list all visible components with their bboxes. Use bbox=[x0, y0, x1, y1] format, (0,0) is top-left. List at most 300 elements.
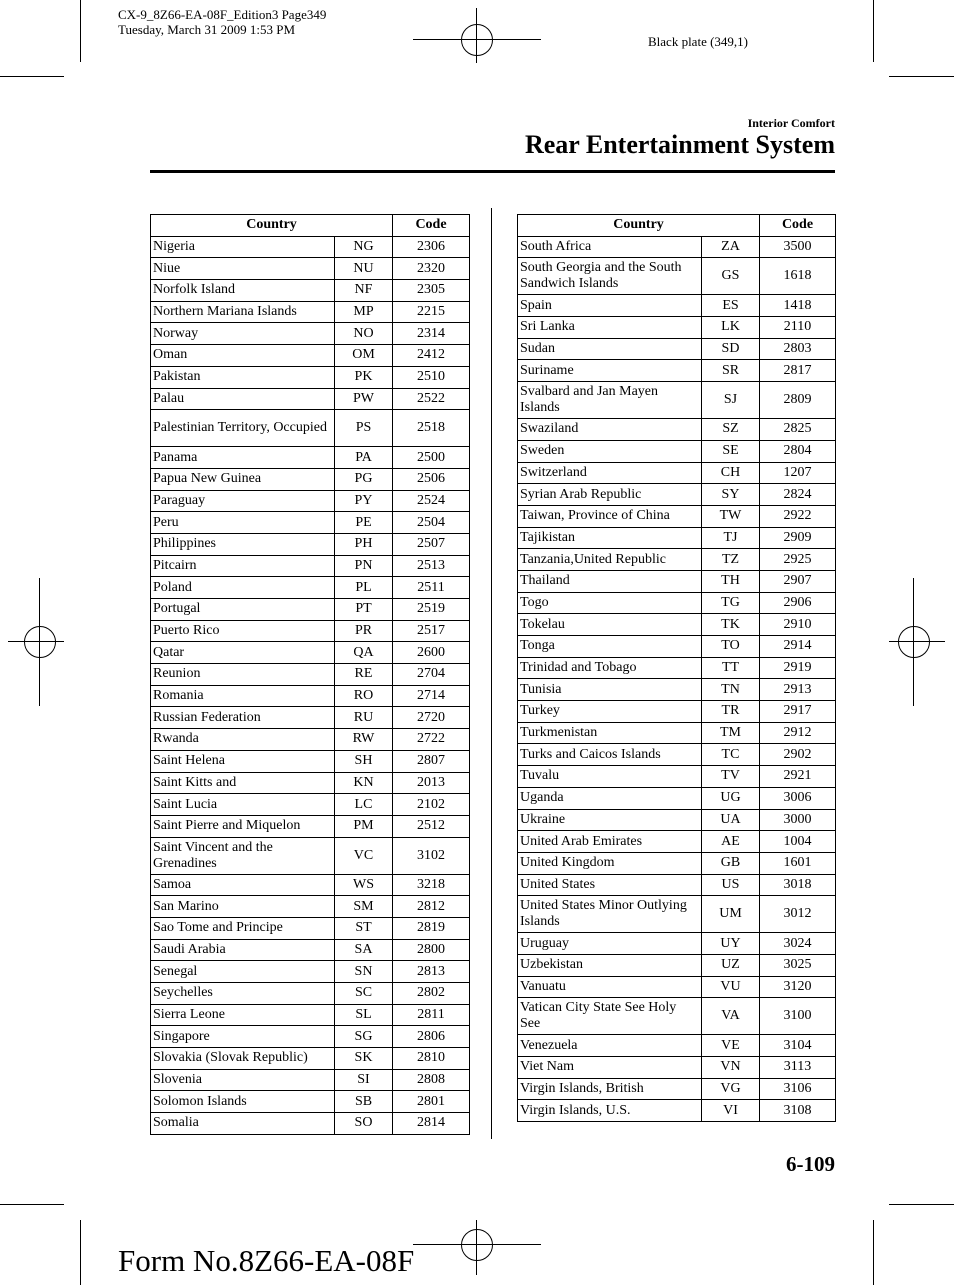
table-row bbox=[151, 772, 470, 794]
country-name: Virgin Islands, U.S. bbox=[518, 1100, 702, 1122]
country-abbrev: UZ bbox=[702, 954, 760, 976]
country-name: Nigeria bbox=[151, 236, 335, 258]
country-code: 2803 bbox=[760, 338, 836, 360]
country-code: 2912 bbox=[760, 722, 836, 744]
country-abbrev: VC bbox=[335, 837, 393, 874]
country-name: Slovakia (Slovak Republic) bbox=[151, 1048, 335, 1070]
country-name: Switzerland bbox=[518, 462, 702, 484]
country-name: United States bbox=[518, 874, 702, 896]
table-row bbox=[518, 831, 836, 853]
table-row bbox=[151, 1004, 470, 1026]
table-row bbox=[151, 345, 470, 367]
country-abbrev: TR bbox=[702, 701, 760, 723]
table-row bbox=[518, 382, 836, 419]
table-row bbox=[518, 874, 836, 896]
country-abbrev: VU bbox=[702, 976, 760, 998]
country-code: 1601 bbox=[760, 852, 836, 874]
country-name: Taiwan, Province of China bbox=[518, 505, 702, 527]
country-name: Virgin Islands, British bbox=[518, 1078, 702, 1100]
country-abbrev: TH bbox=[702, 570, 760, 592]
country-code: 3102 bbox=[393, 837, 470, 874]
table-row bbox=[518, 484, 836, 506]
country-code: 2807 bbox=[393, 750, 470, 772]
country-name: Saint Pierre and Miquelon bbox=[151, 815, 335, 837]
code-header: Code bbox=[393, 215, 470, 237]
country-name: Swaziland bbox=[518, 419, 702, 441]
table-row bbox=[151, 664, 470, 686]
table-header-row bbox=[151, 215, 470, 237]
country-abbrev: SI bbox=[335, 1069, 393, 1091]
country-abbrev: TM bbox=[702, 722, 760, 744]
country-code: 2907 bbox=[760, 570, 836, 592]
country-abbrev: NO bbox=[335, 323, 393, 345]
table-row bbox=[151, 707, 470, 729]
country-code: 2806 bbox=[393, 1026, 470, 1048]
country-code: 1418 bbox=[760, 295, 836, 317]
country-abbrev: PY bbox=[335, 490, 393, 512]
country-name: Senegal bbox=[151, 961, 335, 983]
country-code: 3100 bbox=[760, 998, 836, 1035]
table-row bbox=[151, 323, 470, 345]
table-row bbox=[518, 549, 836, 571]
country-code: 2819 bbox=[393, 917, 470, 939]
country-code: 2518 bbox=[393, 410, 470, 447]
country-abbrev: PM bbox=[335, 815, 393, 837]
country-code: 2722 bbox=[393, 729, 470, 751]
table-row bbox=[151, 577, 470, 599]
table-row bbox=[151, 1048, 470, 1070]
country-name: Suriname bbox=[518, 360, 702, 382]
country-abbrev: SD bbox=[702, 338, 760, 360]
table-row bbox=[518, 896, 836, 933]
table-row bbox=[518, 809, 836, 831]
table-row bbox=[151, 388, 470, 410]
country-abbrev: TG bbox=[702, 592, 760, 614]
country-code: 2320 bbox=[393, 258, 470, 280]
country-name: Vanuatu bbox=[518, 976, 702, 998]
country-name: Reunion bbox=[151, 664, 335, 686]
table-row bbox=[518, 998, 836, 1035]
table-row bbox=[151, 750, 470, 772]
table-row bbox=[518, 722, 836, 744]
country-code: 2517 bbox=[393, 620, 470, 642]
code-header: Code bbox=[760, 215, 836, 237]
country-name: Sierra Leone bbox=[151, 1004, 335, 1026]
country-abbrev: PE bbox=[335, 512, 393, 534]
country-name: Portugal bbox=[151, 599, 335, 621]
table-row bbox=[151, 555, 470, 577]
country-code: 2513 bbox=[393, 555, 470, 577]
table-row bbox=[151, 468, 470, 490]
table-row bbox=[151, 533, 470, 555]
country-name: Venezuela bbox=[518, 1035, 702, 1057]
table-row bbox=[518, 338, 836, 360]
country-code: 2802 bbox=[393, 983, 470, 1005]
country-name: Niue bbox=[151, 258, 335, 280]
country-abbrev: RO bbox=[335, 685, 393, 707]
country-abbrev: TT bbox=[702, 657, 760, 679]
country-code: 2914 bbox=[760, 636, 836, 658]
country-abbrev: SN bbox=[335, 961, 393, 983]
country-code: 3106 bbox=[760, 1078, 836, 1100]
table-row bbox=[518, 360, 836, 382]
table-row bbox=[151, 961, 470, 983]
country-code: 2510 bbox=[393, 366, 470, 388]
country-code: 2102 bbox=[393, 794, 470, 816]
table-row bbox=[518, 505, 836, 527]
country-name: Samoa bbox=[151, 874, 335, 896]
country-abbrev: UM bbox=[702, 896, 760, 933]
table-row bbox=[151, 1091, 470, 1113]
country-name: United States Minor Outlying Islands bbox=[518, 896, 702, 933]
country-name: Turkmenistan bbox=[518, 722, 702, 744]
country-name: Sweden bbox=[518, 440, 702, 462]
country-name: Slovenia bbox=[151, 1069, 335, 1091]
country-abbrev: TK bbox=[702, 614, 760, 636]
country-code: 2814 bbox=[393, 1113, 470, 1135]
table-row bbox=[151, 642, 470, 664]
country-name: Palestinian Territory, Occupied bbox=[151, 410, 335, 447]
country-name: Paraguay bbox=[151, 490, 335, 512]
country-abbrev: OM bbox=[335, 345, 393, 367]
country-name: Singapore bbox=[151, 1026, 335, 1048]
table-row bbox=[518, 766, 836, 788]
table-row bbox=[151, 366, 470, 388]
country-name: Uzbekistan bbox=[518, 954, 702, 976]
country-name: Syrian Arab Republic bbox=[518, 484, 702, 506]
country-code: 3024 bbox=[760, 933, 836, 955]
country-abbrev: SC bbox=[335, 983, 393, 1005]
country-name: United Kingdom bbox=[518, 852, 702, 874]
country-code: 3018 bbox=[760, 874, 836, 896]
country-abbrev: VG bbox=[702, 1078, 760, 1100]
title-rule bbox=[150, 170, 835, 173]
country-code: 2824 bbox=[760, 484, 836, 506]
table-row bbox=[518, 614, 836, 636]
country-code: 2906 bbox=[760, 592, 836, 614]
country-abbrev: ZA bbox=[702, 236, 760, 258]
country-abbrev: NF bbox=[335, 280, 393, 302]
country-code: 2909 bbox=[760, 527, 836, 549]
country-header: Country bbox=[151, 215, 393, 237]
country-abbrev: QA bbox=[335, 642, 393, 664]
country-name: Seychelles bbox=[151, 983, 335, 1005]
form-number: Form No.8Z66-EA-08F bbox=[118, 1243, 415, 1278]
country-code: 2801 bbox=[393, 1091, 470, 1113]
country-name: Palau bbox=[151, 388, 335, 410]
table-row bbox=[518, 419, 836, 441]
print-header-line2: Tuesday, March 31 2009 1:53 PM bbox=[118, 22, 296, 37]
table-row bbox=[151, 280, 470, 302]
country-code: 2314 bbox=[393, 323, 470, 345]
country-code: 2925 bbox=[760, 549, 836, 571]
country-name: Turks and Caicos Islands bbox=[518, 744, 702, 766]
country-code: 2504 bbox=[393, 512, 470, 534]
print-header bbox=[118, 7, 326, 37]
country-abbrev: PA bbox=[335, 447, 393, 469]
table-row bbox=[151, 620, 470, 642]
table-row bbox=[151, 490, 470, 512]
country-abbrev: SK bbox=[335, 1048, 393, 1070]
table-row bbox=[518, 440, 836, 462]
country-code: 3218 bbox=[393, 874, 470, 896]
table-row bbox=[151, 410, 470, 447]
country-name: Turkey bbox=[518, 701, 702, 723]
print-header-line1: CX-9_8Z66-EA-08F_Edition3 Page349 bbox=[118, 7, 327, 22]
country-abbrev: TO bbox=[702, 636, 760, 658]
table-row bbox=[518, 701, 836, 723]
country-code: 3108 bbox=[760, 1100, 836, 1122]
country-code: 2600 bbox=[393, 642, 470, 664]
country-abbrev: ES bbox=[702, 295, 760, 317]
country-code: 2412 bbox=[393, 345, 470, 367]
country-abbrev: VI bbox=[702, 1100, 760, 1122]
table-row bbox=[151, 794, 470, 816]
country-abbrev: SA bbox=[335, 939, 393, 961]
country-name: Togo bbox=[518, 592, 702, 614]
country-abbrev: TZ bbox=[702, 549, 760, 571]
country-name: Uruguay bbox=[518, 933, 702, 955]
country-code: 2524 bbox=[393, 490, 470, 512]
country-abbrev: UA bbox=[702, 809, 760, 831]
country-code: 2720 bbox=[393, 707, 470, 729]
country-abbrev: GS bbox=[702, 258, 760, 295]
country-name: Tuvalu bbox=[518, 766, 702, 788]
country-abbrev: PK bbox=[335, 366, 393, 388]
country-abbrev: RW bbox=[335, 729, 393, 751]
table-row bbox=[151, 236, 470, 258]
country-code: 3025 bbox=[760, 954, 836, 976]
country-abbrev: VE bbox=[702, 1035, 760, 1057]
country-abbrev: SB bbox=[335, 1091, 393, 1113]
country-code: 2522 bbox=[393, 388, 470, 410]
table-row bbox=[518, 236, 836, 258]
country-abbrev: RE bbox=[335, 664, 393, 686]
table-row bbox=[518, 657, 836, 679]
country-name: Saint Kitts and bbox=[151, 772, 335, 794]
country-name: Pakistan bbox=[151, 366, 335, 388]
country-abbrev: TN bbox=[702, 679, 760, 701]
table-row bbox=[518, 933, 836, 955]
country-name: Somalia bbox=[151, 1113, 335, 1135]
country-name: Tanzania,United Republic bbox=[518, 549, 702, 571]
country-code: 2817 bbox=[760, 360, 836, 382]
country-abbrev: TV bbox=[702, 766, 760, 788]
country-code: 2506 bbox=[393, 468, 470, 490]
country-name: Sudan bbox=[518, 338, 702, 360]
country-abbrev: SM bbox=[335, 896, 393, 918]
country-abbrev: AE bbox=[702, 831, 760, 853]
country-name: Viet Nam bbox=[518, 1057, 702, 1079]
country-name: Uganda bbox=[518, 787, 702, 809]
country-header: Country bbox=[518, 215, 760, 237]
country-abbrev: PG bbox=[335, 468, 393, 490]
country-name: Solomon Islands bbox=[151, 1091, 335, 1113]
country-abbrev: UY bbox=[702, 933, 760, 955]
table-row bbox=[151, 874, 470, 896]
country-code: 2921 bbox=[760, 766, 836, 788]
table-row bbox=[151, 917, 470, 939]
table-row bbox=[518, 317, 836, 339]
country-name: Panama bbox=[151, 447, 335, 469]
country-code: 3120 bbox=[760, 976, 836, 998]
country-code: 2511 bbox=[393, 577, 470, 599]
country-code: 2825 bbox=[760, 419, 836, 441]
table-row bbox=[151, 447, 470, 469]
country-code: 2913 bbox=[760, 679, 836, 701]
country-code: 1618 bbox=[760, 258, 836, 295]
country-name: Saint Vincent and the Grenadines bbox=[151, 837, 335, 874]
country-code: 3104 bbox=[760, 1035, 836, 1057]
country-code: 2215 bbox=[393, 301, 470, 323]
country-abbrev: UG bbox=[702, 787, 760, 809]
country-name: Oman bbox=[151, 345, 335, 367]
country-abbrev: VA bbox=[702, 998, 760, 1035]
country-name: Northern Mariana Islands bbox=[151, 301, 335, 323]
country-name: Russian Federation bbox=[151, 707, 335, 729]
country-name: Sri Lanka bbox=[518, 317, 702, 339]
country-abbrev: US bbox=[702, 874, 760, 896]
page-number: 6-109 bbox=[786, 1152, 835, 1176]
table-row bbox=[518, 852, 836, 874]
country-code: 3012 bbox=[760, 896, 836, 933]
country-name: Saint Helena bbox=[151, 750, 335, 772]
table-row bbox=[518, 1078, 836, 1100]
country-code: 2306 bbox=[393, 236, 470, 258]
plate-label: Black plate (349,1) bbox=[648, 34, 748, 49]
table-row bbox=[518, 1035, 836, 1057]
country-name: Trinidad and Tobago bbox=[518, 657, 702, 679]
country-name: Norway bbox=[151, 323, 335, 345]
country-name: United Arab Emirates bbox=[518, 831, 702, 853]
country-name: Ukraine bbox=[518, 809, 702, 831]
country-abbrev: ST bbox=[335, 917, 393, 939]
country-name: Poland bbox=[151, 577, 335, 599]
country-code: 2809 bbox=[760, 382, 836, 419]
country-code: 2910 bbox=[760, 614, 836, 636]
table-row bbox=[151, 512, 470, 534]
table-row bbox=[151, 685, 470, 707]
country-name: Puerto Rico bbox=[151, 620, 335, 642]
country-code: 2519 bbox=[393, 599, 470, 621]
country-abbrev: LC bbox=[335, 794, 393, 816]
country-abbrev: CH bbox=[702, 462, 760, 484]
table-row bbox=[151, 599, 470, 621]
country-code: 1004 bbox=[760, 831, 836, 853]
country-code: 2704 bbox=[393, 664, 470, 686]
country-abbrev: MP bbox=[335, 301, 393, 323]
country-name: Tonga bbox=[518, 636, 702, 658]
table-row bbox=[151, 1026, 470, 1048]
country-name: Saudi Arabia bbox=[151, 939, 335, 961]
section-label: Interior Comfort bbox=[747, 116, 835, 130]
column-divider bbox=[491, 208, 492, 1139]
country-abbrev: SY bbox=[702, 484, 760, 506]
country-code: 2507 bbox=[393, 533, 470, 555]
country-code: 3000 bbox=[760, 809, 836, 831]
table-row bbox=[518, 636, 836, 658]
country-abbrev: SJ bbox=[702, 382, 760, 419]
country-name: Peru bbox=[151, 512, 335, 534]
country-name: Tokelau bbox=[518, 614, 702, 636]
country-code-table-right bbox=[517, 214, 836, 1122]
table-row bbox=[518, 295, 836, 317]
country-name: Svalbard and Jan Mayen Islands bbox=[518, 382, 702, 419]
country-code: 3500 bbox=[760, 236, 836, 258]
country-code: 2811 bbox=[393, 1004, 470, 1026]
country-abbrev: VN bbox=[702, 1057, 760, 1079]
country-name: South Africa bbox=[518, 236, 702, 258]
country-code: 2305 bbox=[393, 280, 470, 302]
table-row bbox=[518, 744, 836, 766]
country-name: Romania bbox=[151, 685, 335, 707]
country-code: 2919 bbox=[760, 657, 836, 679]
country-code: 2804 bbox=[760, 440, 836, 462]
country-abbrev: SZ bbox=[702, 419, 760, 441]
country-code: 2500 bbox=[393, 447, 470, 469]
table-row bbox=[518, 570, 836, 592]
country-name: Tajikistan bbox=[518, 527, 702, 549]
country-code: 2813 bbox=[393, 961, 470, 983]
country-code: 2714 bbox=[393, 685, 470, 707]
table-row bbox=[518, 527, 836, 549]
country-abbrev: NU bbox=[335, 258, 393, 280]
country-name: Pitcairn bbox=[151, 555, 335, 577]
country-name: South Georgia and the South Sandwich Islands bbox=[518, 258, 702, 295]
country-abbrev: NG bbox=[335, 236, 393, 258]
country-abbrev: PN bbox=[335, 555, 393, 577]
country-name: Philippines bbox=[151, 533, 335, 555]
country-code-table-left bbox=[150, 214, 470, 1135]
country-name: Papua New Guinea bbox=[151, 468, 335, 490]
country-abbrev: TC bbox=[702, 744, 760, 766]
country-code: 2902 bbox=[760, 744, 836, 766]
country-abbrev: SO bbox=[335, 1113, 393, 1135]
table-row bbox=[518, 787, 836, 809]
table-row bbox=[151, 301, 470, 323]
country-abbrev: WS bbox=[335, 874, 393, 896]
country-name: Rwanda bbox=[151, 729, 335, 751]
table-row bbox=[518, 258, 836, 295]
page-title: Rear Entertainment System bbox=[524, 130, 835, 159]
country-name: Tunisia bbox=[518, 679, 702, 701]
country-code: 2808 bbox=[393, 1069, 470, 1091]
table-row bbox=[151, 983, 470, 1005]
country-abbrev: PR bbox=[335, 620, 393, 642]
country-code: 2013 bbox=[393, 772, 470, 794]
table-row bbox=[518, 1057, 836, 1079]
country-code: 2922 bbox=[760, 505, 836, 527]
country-name: Sao Tome and Principe bbox=[151, 917, 335, 939]
country-code: 3113 bbox=[760, 1057, 836, 1079]
country-abbrev: GB bbox=[702, 852, 760, 874]
country-name: Spain bbox=[518, 295, 702, 317]
table-row bbox=[151, 896, 470, 918]
country-code: 2512 bbox=[393, 815, 470, 837]
country-abbrev: PT bbox=[335, 599, 393, 621]
table-row bbox=[518, 679, 836, 701]
table-row bbox=[151, 1069, 470, 1091]
country-abbrev: SE bbox=[702, 440, 760, 462]
country-name: Qatar bbox=[151, 642, 335, 664]
country-abbrev: TJ bbox=[702, 527, 760, 549]
country-abbrev: SH bbox=[335, 750, 393, 772]
table-row bbox=[151, 729, 470, 751]
table-row bbox=[151, 939, 470, 961]
table-row bbox=[518, 954, 836, 976]
country-code: 3006 bbox=[760, 787, 836, 809]
country-name: Norfolk Island bbox=[151, 280, 335, 302]
